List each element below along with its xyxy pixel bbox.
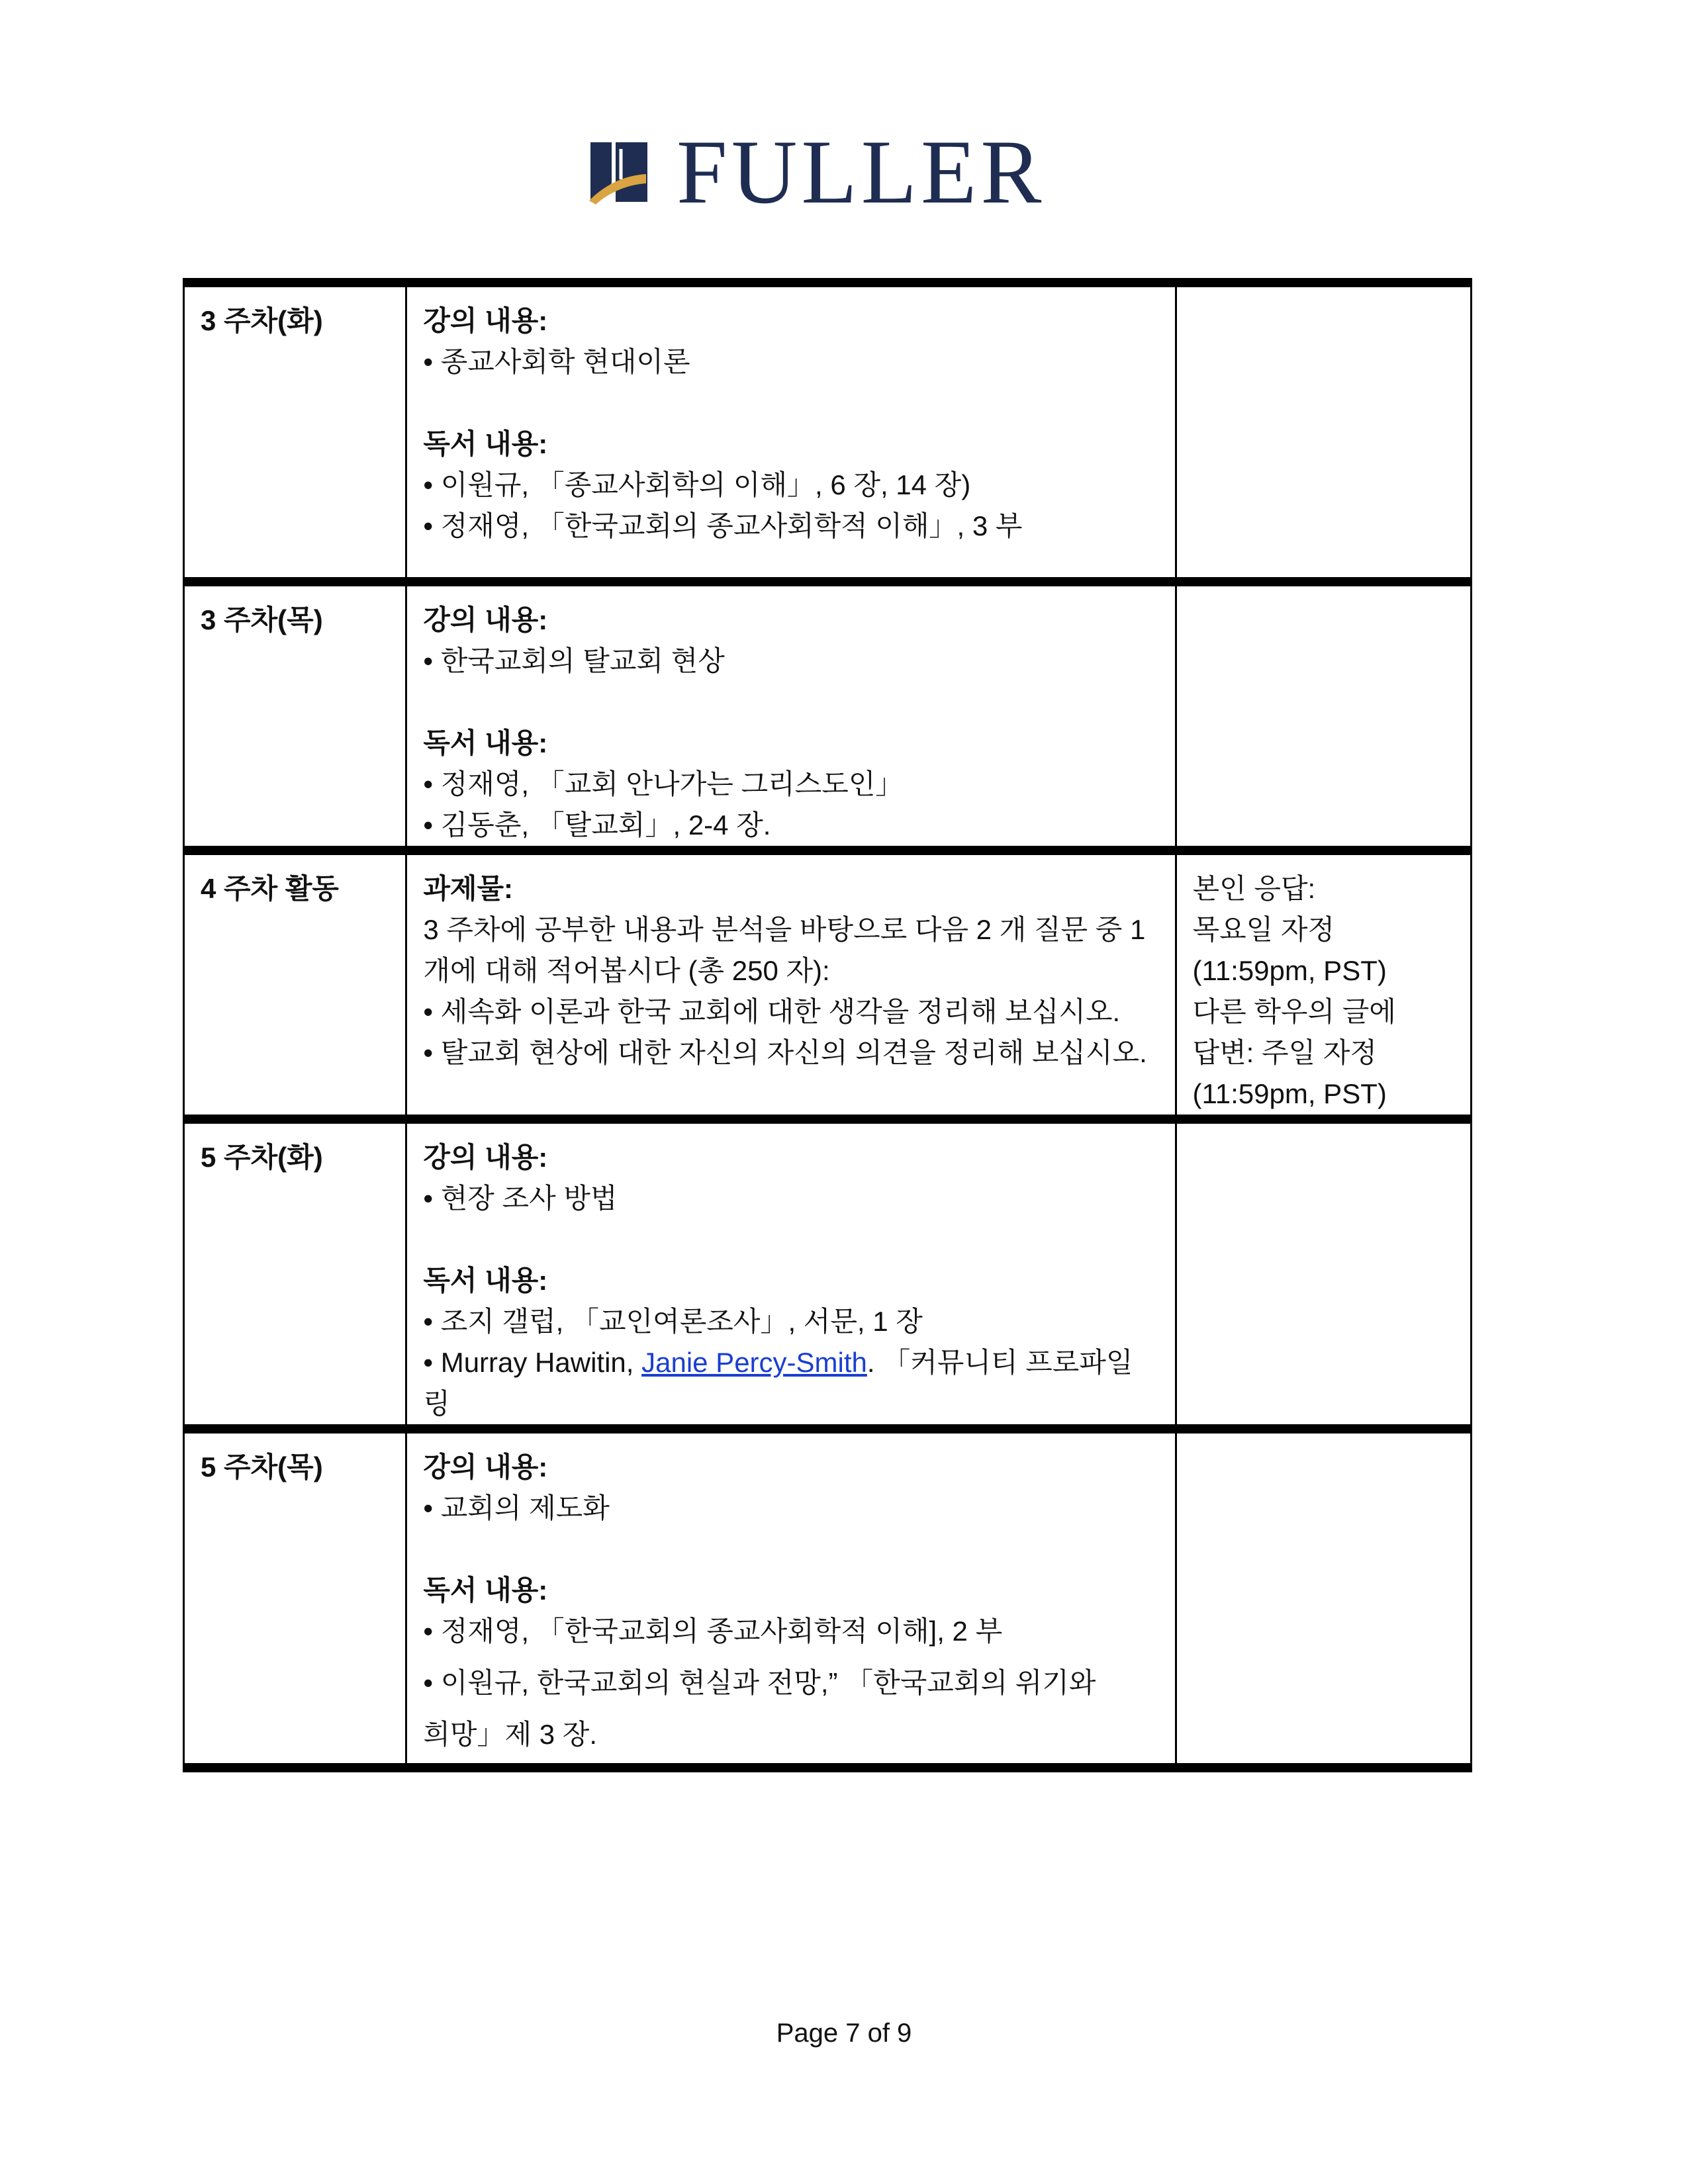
due-cell: [1176, 582, 1471, 850]
week-cell: 3 주차(화): [184, 283, 406, 582]
schedule-row: [184, 1119, 1472, 1429]
page-number: Page 7 of 9: [776, 2019, 912, 2048]
due-cell: [1176, 850, 1471, 1119]
reading-item: • 김동춘, 「탈교회」, 2-4 장.: [423, 809, 771, 841]
reading-item: • 정재영, 「교회 안나가는 그리스도인」: [423, 768, 904, 799]
schedule-row: [184, 582, 1472, 850]
schedule-table: [183, 278, 1472, 1772]
due-line: (11:59pm, PST): [1192, 955, 1387, 986]
reading-item: • 조지 갤럽, 「교인여론조사」, 서문, 1 장: [423, 1306, 923, 1337]
assignment-line: • 탈교회 현상에 대한 자신의 자신의 의견을 정리해 보십시오.: [423, 1037, 1147, 1068]
week-cell: 5 주차(목): [184, 1429, 406, 1768]
assignment-line: 개에 대해 적어봅시다 (총 250 자):: [423, 955, 830, 986]
assignment-label: 과제물:: [423, 873, 514, 904]
lecture-item: • 현장 조사 방법: [423, 1183, 618, 1214]
reading-item: 희망」제 3 장.: [423, 1719, 597, 1750]
content-cell: [406, 1119, 1176, 1429]
schedule-row: [184, 283, 1472, 582]
reading-item: • 정재영, 「한국교회의 종교사회학적 이해], 2 부: [423, 1615, 1003, 1647]
content-cell: [406, 1429, 1176, 1768]
reading-item-with-link: [423, 1342, 1158, 1424]
schedule-row: [184, 1429, 1472, 1768]
due-line: (11:59pm, PST): [1192, 1078, 1387, 1109]
lecture-label: 강의 내용:: [423, 1451, 548, 1482]
assignment-line: • 세속화 이론과 한국 교회에 대한 생각을 정리해 보십시오.: [423, 996, 1121, 1027]
fuller-book-icon: [581, 136, 654, 208]
week-cell: 5 주차(화): [184, 1119, 406, 1429]
reading-label: 독서 내용:: [423, 1265, 548, 1296]
lecture-label: 강의 내용:: [423, 1142, 548, 1173]
author-link[interactable]: Janie Percy-Smith: [641, 1347, 867, 1378]
due-line: 답변: 주일 자정: [1192, 1037, 1377, 1068]
due-line: 목요일 자정: [1192, 914, 1335, 945]
reading-label: 독서 내용:: [423, 1574, 548, 1606]
reading-link-prefix: • Murray Hawitin,: [423, 1347, 642, 1378]
due-line: 본인 응답:: [1192, 873, 1316, 904]
reading-label: 독서 내용:: [423, 428, 548, 459]
reading-link-suffix: . 「커뮤니티 프로파일링: [423, 1347, 1133, 1419]
content-cell: [406, 850, 1176, 1119]
due-line: 다른 학우의 글에: [1192, 996, 1396, 1027]
reading-item: • 이원규, 한국교회의 현실과 전망,” 「한국교회의 위기와: [423, 1667, 1096, 1698]
due-cell: [1176, 1429, 1471, 1768]
lecture-item: • 교회의 제도화: [423, 1492, 610, 1524]
lecture-item: • 한국교회의 탈교회 현상: [423, 645, 725, 676]
fuller-logo: [581, 121, 1111, 222]
lecture-label: 강의 내용:: [423, 604, 548, 635]
content-cell: [406, 283, 1176, 582]
logo-wordmark: FULLER: [677, 121, 1046, 222]
reading-item: • 정재영, 「한국교회의 종교사회학적 이해」, 3 부: [423, 510, 1023, 541]
due-cell: [1176, 283, 1471, 582]
content-cell: [406, 582, 1176, 850]
due-cell: [1176, 1119, 1471, 1429]
week-cell: 4 주차 활동: [184, 850, 406, 1119]
lecture-label: 강의 내용:: [423, 305, 548, 336]
lecture-item: • 종교사회학 현대이론: [423, 346, 690, 377]
schedule-row: [184, 850, 1472, 1119]
week-cell: 3 주차(목): [184, 582, 406, 850]
assignment-line: 3 주차에 공부한 내용과 분석을 바탕으로 다음 2 개 질문 중 1: [423, 914, 1146, 945]
reading-item: • 이원규, 「종교사회학의 이해」, 6 장, 14 장): [423, 469, 971, 500]
reading-label: 독서 내용:: [423, 727, 548, 758]
